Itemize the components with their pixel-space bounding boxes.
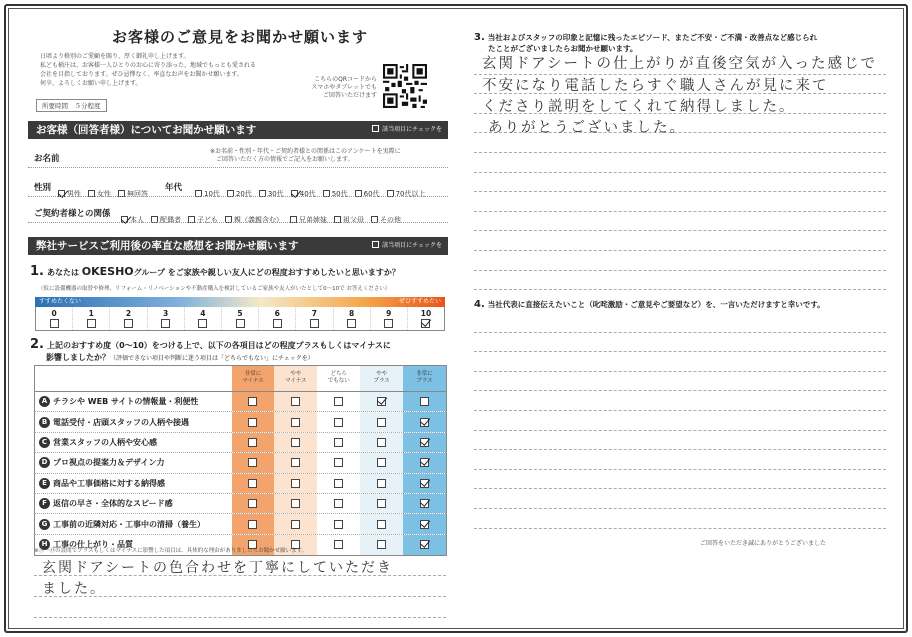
scale-checkbox[interactable] bbox=[198, 319, 207, 328]
rating-checkbox[interactable] bbox=[291, 458, 300, 467]
scale-number: 3 bbox=[163, 309, 169, 318]
question-number: 4. bbox=[474, 299, 485, 310]
rating-cell[interactable] bbox=[403, 535, 446, 555]
rating-cell[interactable] bbox=[360, 474, 403, 493]
handwritten-q3-line: くださり説明をしてくれて納得しました。 bbox=[482, 99, 796, 115]
scale-checkbox[interactable] bbox=[124, 319, 133, 328]
gender-option[interactable] bbox=[118, 189, 148, 199]
q1-text: グループ をご家族や親しい友人にどの程度おすすめしたいと思いますか？ bbox=[133, 268, 400, 277]
question-3 bbox=[474, 32, 817, 43]
handwritten-answer-line: 玄関ドアシートの色合わせを丁寧にしていただき bbox=[42, 560, 394, 576]
rating-row bbox=[35, 392, 446, 412]
rating-checkbox[interactable] bbox=[377, 438, 386, 447]
rating-checkbox[interactable] bbox=[334, 397, 343, 406]
item-label: 工事の仕上がり・品質 bbox=[53, 540, 133, 550]
relation-option[interactable] bbox=[334, 215, 364, 225]
divider bbox=[28, 196, 448, 197]
q1-prefix: あなたは bbox=[46, 268, 79, 277]
rating-row bbox=[35, 474, 446, 494]
gender-options bbox=[58, 181, 155, 200]
age-option[interactable] bbox=[259, 189, 284, 199]
rating-checkbox[interactable] bbox=[248, 418, 257, 427]
relation-label: ご契約者様との関係 bbox=[34, 209, 111, 219]
check-note bbox=[372, 237, 442, 255]
rating-column-header-line: プラス bbox=[416, 378, 433, 384]
relation-option-label: その他 bbox=[380, 216, 401, 224]
question-4 bbox=[474, 299, 825, 310]
rating-checkbox[interactable] bbox=[420, 438, 429, 447]
rating-column-header-line: やや bbox=[376, 371, 388, 377]
rating-column-header-line: やや bbox=[290, 371, 302, 377]
handwritten-q3-line: ありがとうございました。 bbox=[488, 120, 686, 136]
rating-checkbox[interactable] bbox=[420, 418, 429, 427]
rating-table-body bbox=[35, 392, 446, 555]
rating-table-header bbox=[35, 366, 446, 392]
scale-option[interactable] bbox=[148, 307, 185, 330]
intro-line: 会社を目指しております。ぜひ忌憚なく、率直なお声をお聞かせ願います。 bbox=[40, 71, 243, 78]
question-1 bbox=[30, 266, 400, 278]
rating-checkbox[interactable] bbox=[334, 540, 343, 549]
item-label: 工事前の近隣対応・工事中の清掃（養生） bbox=[53, 519, 205, 529]
rating-cell[interactable] bbox=[317, 474, 360, 493]
rating-item bbox=[35, 396, 232, 407]
answer-lines[interactable] bbox=[34, 555, 446, 618]
rating-cell[interactable] bbox=[232, 494, 275, 513]
gender-label: 性別 bbox=[34, 183, 52, 193]
scale-option[interactable] bbox=[408, 307, 444, 330]
rating-column-header bbox=[317, 366, 360, 391]
qr-caption-line: こちらのQRコードから bbox=[314, 76, 377, 83]
question-number: 1. bbox=[30, 264, 44, 279]
qr-caption-line: スマホやタブレットでも bbox=[311, 84, 377, 91]
rating-checkbox[interactable] bbox=[291, 418, 300, 427]
age-option-label: 70代以上 bbox=[395, 190, 426, 198]
item-letter-badge: H bbox=[39, 539, 50, 550]
gender-option-label: 女性 bbox=[97, 190, 111, 198]
scale-checkbox[interactable] bbox=[87, 319, 96, 328]
rating-column-header-line: 非常に bbox=[416, 371, 433, 377]
age-option[interactable] bbox=[291, 189, 316, 199]
scale-checkbox[interactable] bbox=[273, 319, 282, 328]
handwritten-q3-line: 不安になり電話したらすぐ職人さんが見に来て bbox=[482, 78, 829, 94]
recommend-scale-bar bbox=[35, 297, 445, 307]
rating-checkbox[interactable] bbox=[248, 479, 257, 488]
rating-column-header bbox=[360, 366, 403, 391]
age-option-label: 10代 bbox=[204, 190, 220, 198]
rating-column-header-line: マイナス bbox=[285, 378, 307, 384]
scale-number: 0 bbox=[51, 309, 57, 318]
age-option-label: 60代 bbox=[363, 190, 380, 198]
item-letter-badge: G bbox=[39, 519, 50, 530]
rating-checkbox[interactable] bbox=[377, 458, 386, 467]
scale-number: 1 bbox=[88, 309, 94, 318]
section2-header bbox=[28, 237, 448, 255]
item-label: プロ視点の提案力＆デザイン力 bbox=[53, 458, 165, 468]
question-number: 2. bbox=[30, 337, 44, 352]
q2-text: 影響しましたか？ bbox=[46, 353, 110, 362]
item-label: 電話受付・店頭スタッフの人柄や接遇 bbox=[53, 417, 189, 427]
section2-header-text: 弊社サービスご利用後の率直な感想をお聞かせ願います bbox=[36, 240, 299, 252]
gender-option-label: 無回答 bbox=[127, 190, 148, 198]
age-option[interactable] bbox=[227, 189, 252, 199]
rating-row bbox=[35, 433, 446, 453]
rating-cell[interactable] bbox=[232, 514, 275, 533]
question-number: 3. bbox=[474, 32, 485, 43]
scale-option[interactable] bbox=[73, 307, 110, 330]
question-3-cont: たことがございましたらお聞かせ願います。 bbox=[488, 44, 638, 53]
rating-item bbox=[35, 437, 232, 448]
age-option[interactable] bbox=[387, 189, 426, 199]
relation-option-label: 兄弟姉妹 bbox=[299, 216, 327, 224]
q2-text: 上記のおすすめ度（0～10）をつける上で、以下の各項目はどの程度プラスもしくはマイナスに bbox=[46, 341, 391, 350]
rating-checkbox[interactable] bbox=[420, 458, 429, 467]
age-option-label: 40代 bbox=[299, 190, 316, 198]
rating-cell[interactable] bbox=[403, 392, 446, 411]
rating-cell[interactable] bbox=[274, 494, 317, 513]
rating-cell[interactable] bbox=[360, 433, 403, 452]
rating-checkbox[interactable] bbox=[377, 418, 386, 427]
rating-checkbox[interactable] bbox=[420, 540, 429, 549]
rating-cell[interactable] bbox=[232, 412, 275, 431]
rating-row bbox=[35, 514, 446, 534]
item-letter-badge: C bbox=[39, 437, 50, 448]
rating-checkbox[interactable] bbox=[248, 499, 257, 508]
rating-checkbox[interactable] bbox=[377, 397, 386, 406]
rating-checkbox[interactable] bbox=[334, 479, 343, 488]
rating-checkbox[interactable] bbox=[420, 397, 429, 406]
rating-cell[interactable] bbox=[403, 453, 446, 472]
scale-number: 5 bbox=[237, 309, 243, 318]
scale-left-label: すすめたくない bbox=[39, 298, 82, 305]
rating-cell[interactable] bbox=[360, 412, 403, 431]
scale-number: 6 bbox=[274, 309, 280, 318]
rating-item bbox=[35, 457, 232, 468]
rating-column-header-line: プラス bbox=[373, 378, 390, 384]
rating-cell[interactable] bbox=[317, 494, 360, 513]
scale-checkbox[interactable] bbox=[384, 319, 393, 328]
relation-option-label: 子ども bbox=[197, 216, 218, 224]
scale-number: 4 bbox=[200, 309, 206, 318]
scale-checkbox[interactable] bbox=[161, 319, 170, 328]
rating-cell[interactable] bbox=[232, 453, 275, 472]
age-option-label: 50代 bbox=[331, 190, 348, 198]
rating-cell[interactable] bbox=[317, 433, 360, 452]
rating-checkbox[interactable] bbox=[334, 499, 343, 508]
scale-number: 10 bbox=[420, 309, 432, 318]
rating-cell[interactable] bbox=[274, 514, 317, 533]
scale-checkbox[interactable] bbox=[347, 319, 356, 328]
rating-column-header-line: でもない bbox=[327, 378, 350, 384]
qr-caption-line: ご回答いただけます bbox=[322, 92, 377, 99]
rating-cell[interactable] bbox=[360, 392, 403, 411]
rating-checkbox[interactable] bbox=[334, 438, 343, 447]
rating-column-header-line: マイナス bbox=[242, 378, 264, 384]
q2-note: （評価できない項目や判断に迷う項目は「どちらでもない」にチェックを） bbox=[110, 355, 314, 362]
rating-cell[interactable] bbox=[274, 453, 317, 472]
recommend-scale bbox=[35, 307, 445, 331]
handwritten-answer-line: ました。 bbox=[42, 581, 106, 597]
q1-note: （仮に設備機器の取替や修理、リフォーム・リノベーションや不動産購入を検討しているご家族や友人がいたとして0～10で お答えください） bbox=[38, 286, 391, 292]
relation-option[interactable] bbox=[225, 215, 283, 225]
gender-option[interactable] bbox=[88, 189, 111, 199]
rating-checkbox[interactable] bbox=[248, 458, 257, 467]
rating-checkbox[interactable] bbox=[248, 520, 257, 529]
scale-checkbox[interactable] bbox=[236, 319, 245, 328]
age-option[interactable] bbox=[355, 189, 380, 199]
rating-checkbox[interactable] bbox=[334, 458, 343, 467]
relation-option-label: 配偶者 bbox=[160, 216, 181, 224]
rating-cell[interactable] bbox=[317, 392, 360, 411]
relation-option-label: 本人 bbox=[130, 216, 144, 224]
question-2-cont bbox=[46, 352, 314, 364]
rating-column-header bbox=[274, 366, 317, 391]
gender-option-label: 男性 bbox=[67, 190, 81, 198]
rating-cell[interactable] bbox=[274, 412, 317, 431]
item-letter-badge: A bbox=[39, 396, 50, 407]
rating-column-header bbox=[403, 366, 446, 391]
scale-option[interactable] bbox=[36, 307, 73, 330]
rating-cell[interactable] bbox=[360, 514, 403, 533]
scale-checkbox[interactable] bbox=[50, 319, 59, 328]
rating-cell[interactable] bbox=[403, 412, 446, 431]
relation-option[interactable] bbox=[121, 215, 144, 225]
age-label: 年代 bbox=[165, 183, 183, 193]
question-2 bbox=[30, 339, 391, 351]
rating-cell[interactable] bbox=[232, 474, 275, 493]
item-label: 営業スタッフの人柄や安心感 bbox=[53, 437, 157, 447]
scale-option[interactable] bbox=[334, 307, 371, 330]
divider bbox=[28, 222, 448, 223]
checkbox-icon bbox=[372, 125, 379, 132]
rating-checkbox[interactable] bbox=[291, 499, 300, 508]
rating-checkbox[interactable] bbox=[291, 397, 300, 406]
scale-option[interactable] bbox=[185, 307, 222, 330]
qr-code-icon[interactable] bbox=[383, 64, 427, 108]
scale-number: 7 bbox=[311, 309, 318, 318]
rating-row bbox=[35, 412, 446, 432]
item-letter-badge: E bbox=[39, 478, 50, 489]
rating-row bbox=[35, 453, 446, 473]
age-option[interactable] bbox=[195, 189, 220, 199]
q3-text: 当社およびスタッフの印象と記憶に残ったエピソード、またご不安・ご不満・改善点など感じられ bbox=[487, 33, 818, 42]
item-label: 商品や工事価格に対する納得感 bbox=[53, 478, 165, 488]
rating-cell[interactable] bbox=[403, 494, 446, 513]
check-note bbox=[372, 121, 442, 139]
rating-checkbox[interactable] bbox=[377, 479, 386, 488]
rating-column-header-line: 非常に bbox=[244, 371, 262, 377]
section1-header bbox=[28, 121, 448, 139]
rating-cell[interactable] bbox=[274, 433, 317, 452]
intro-line: 私ども桶庄は、お客様一人ひとりのお心に寄り添った、地域でもっとも愛される bbox=[40, 62, 257, 69]
name-field[interactable] bbox=[28, 167, 448, 168]
relation-option-label: 親（義親含む） bbox=[234, 216, 283, 224]
item-label: 返信の早さ・全体的なスピード感 bbox=[53, 499, 173, 509]
rating-item bbox=[35, 478, 232, 489]
check-note-text: 該当項目にチェックを bbox=[382, 242, 442, 249]
page-title: お客様のご意見をお聞かせ願います bbox=[111, 28, 368, 46]
rating-cell[interactable] bbox=[360, 535, 403, 555]
age-option-label: 30代 bbox=[267, 190, 284, 198]
relation-option[interactable] bbox=[371, 215, 401, 225]
rating-checkbox[interactable] bbox=[291, 438, 300, 447]
relation-option-label: 祖父母 bbox=[343, 216, 364, 224]
rating-column-header-line: どちら bbox=[330, 371, 347, 377]
rating-cell[interactable] bbox=[274, 474, 317, 493]
intro-line: 日頃より格別のご愛顧を賜り、厚く御礼申し上げます。 bbox=[40, 53, 190, 60]
rating-row bbox=[35, 494, 446, 514]
item-letter-badge: D bbox=[39, 457, 50, 468]
q4-answer-lines[interactable] bbox=[474, 313, 886, 529]
rating-item bbox=[35, 498, 232, 509]
item-label: チラシや WEB サイトの情報量・利便性 bbox=[53, 397, 199, 407]
rating-checkbox[interactable] bbox=[377, 499, 386, 508]
rating-cell[interactable] bbox=[317, 514, 360, 533]
age-option[interactable] bbox=[323, 189, 348, 199]
rating-cell[interactable] bbox=[232, 433, 275, 452]
relation-option[interactable] bbox=[188, 215, 218, 225]
scale-option[interactable] bbox=[222, 307, 259, 330]
relation-option[interactable] bbox=[151, 215, 181, 225]
thanks-text: ご回答をいただき誠にありがとうございました bbox=[700, 540, 827, 547]
q4-text: 当社代表に直接伝えたいこと（叱咤激励・ご意見やご要望など）を、一言いただけますと幸いです。 bbox=[487, 300, 825, 309]
rating-cell[interactable] bbox=[360, 453, 403, 472]
age-option-label: 20代 bbox=[235, 190, 252, 198]
rating-table bbox=[34, 365, 447, 556]
rating-cell[interactable] bbox=[274, 392, 317, 411]
rating-checkbox[interactable] bbox=[291, 479, 300, 488]
rating-checkbox[interactable] bbox=[248, 397, 257, 406]
gender-option[interactable] bbox=[58, 189, 81, 199]
handwritten-q3-line: 玄関ドアシートの仕上がりが直後空気が入った感じで bbox=[482, 56, 877, 72]
qr-caption bbox=[297, 76, 377, 100]
scale-checkbox[interactable] bbox=[421, 319, 430, 328]
rating-cell[interactable] bbox=[317, 453, 360, 472]
scale-checkbox[interactable] bbox=[310, 319, 319, 328]
time-required-badge: 所要時間 ５分程度 bbox=[36, 99, 107, 112]
rating-item bbox=[35, 417, 232, 428]
age-options bbox=[195, 181, 432, 200]
scale-option[interactable] bbox=[110, 307, 147, 330]
scale-number: 8 bbox=[348, 309, 355, 318]
scale-option[interactable] bbox=[296, 307, 333, 330]
rating-checkbox[interactable] bbox=[291, 520, 300, 529]
answer-note: ※Ⓐ～Ⓗの設問でプラスもしくはマイナスに影響した項目は、具体的な理由がありましたらお聞かせ願います。 bbox=[34, 548, 308, 554]
rating-cell[interactable] bbox=[360, 494, 403, 513]
scale-number: 9 bbox=[386, 309, 392, 318]
item-letter-badge: F bbox=[39, 498, 50, 509]
scale-number: 2 bbox=[125, 309, 132, 318]
rating-checkbox[interactable] bbox=[377, 540, 386, 549]
rating-cell[interactable] bbox=[232, 392, 275, 411]
rating-checkbox[interactable] bbox=[334, 520, 343, 529]
rating-checkbox[interactable] bbox=[420, 499, 429, 508]
name-note bbox=[210, 148, 401, 164]
name-note-line: ご回答いただく方の情報でご記入をお願いします。 bbox=[216, 156, 354, 163]
relation-option[interactable] bbox=[290, 215, 327, 225]
rating-item bbox=[35, 519, 232, 530]
rating-checkbox[interactable] bbox=[334, 418, 343, 427]
relation-options bbox=[121, 207, 408, 226]
name-label: お名前 bbox=[34, 154, 60, 164]
rating-checkbox[interactable] bbox=[377, 520, 386, 529]
rating-column-header bbox=[232, 366, 275, 391]
rating-checkbox[interactable] bbox=[420, 479, 429, 488]
rating-cell[interactable] bbox=[403, 433, 446, 452]
scale-option[interactable] bbox=[371, 307, 408, 330]
intro-text bbox=[40, 52, 330, 88]
item-letter-badge: B bbox=[39, 417, 50, 428]
check-note-text: 該当項目にチェックを bbox=[382, 126, 442, 133]
name-note-line: ※お名前・性別・年代・ご契約者様との関係はこのアンケートを実際に bbox=[210, 148, 401, 155]
section1-header-text: お客様（回答者様）についてお聞かせ願います bbox=[36, 124, 257, 136]
scale-option[interactable] bbox=[259, 307, 296, 330]
rating-cell[interactable] bbox=[317, 412, 360, 431]
rating-cell[interactable] bbox=[403, 514, 446, 533]
rating-checkbox[interactable] bbox=[248, 438, 257, 447]
checkbox-icon bbox=[372, 241, 379, 248]
rating-cell[interactable] bbox=[317, 535, 360, 555]
scale-right-label: ぜひすすめたい bbox=[398, 298, 441, 305]
brand-name: OKESHO bbox=[81, 265, 134, 278]
intro-line: 何卒、よろしくお願い申し上げます。 bbox=[40, 80, 142, 87]
rating-cell[interactable] bbox=[403, 474, 446, 493]
rating-checkbox[interactable] bbox=[420, 520, 429, 529]
